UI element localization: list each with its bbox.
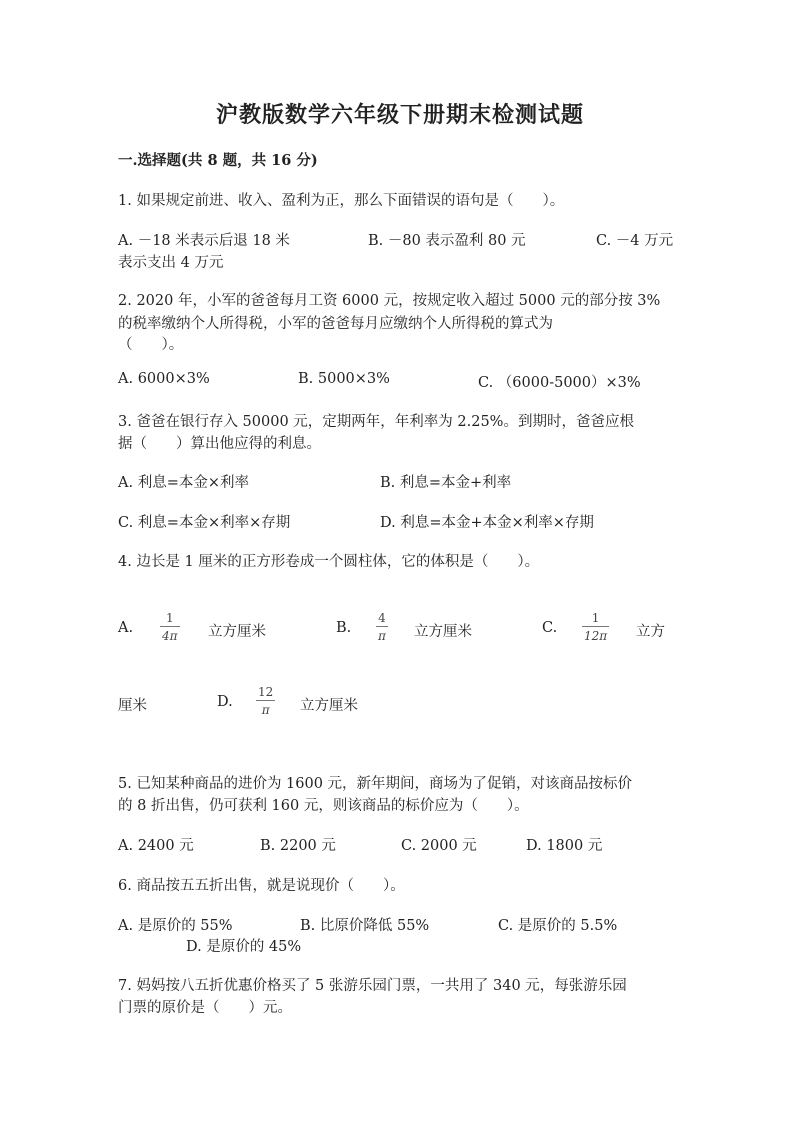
question-4-option-b-label: B. (336, 620, 352, 636)
question-5-option-c: C. 2000 元 (401, 838, 477, 854)
question-2-option-b: B. 5000×3% (298, 371, 390, 387)
question-7-stem-line-1: 7. 妈妈按八五折优惠价格买了 5 张游乐园门票，一共用了 340 元，每张游乐园 (118, 978, 627, 994)
question-2-stem-line-2: 的税率缴纳个人所得税，小军的爸爸每月应缴纳个人所得税的算式为 (118, 316, 553, 332)
question-6-stem: 6. 商品按五五折出售，就是说现价（ ）。 (118, 878, 405, 894)
question-1-option-b: B. －80 表示盈利 80 元 (368, 233, 526, 249)
fraction-numerator: 1 (591, 611, 600, 625)
fraction-denominator: 12π (584, 629, 608, 643)
question-4-option-b-unit: 立方厘米 (414, 624, 472, 640)
question-4-option-d-fraction (256, 686, 275, 716)
question-4-option-a-fraction (160, 612, 180, 642)
question-4-option-a-label: A. (118, 620, 134, 636)
fraction-denominator: 4π (162, 629, 178, 643)
fraction-numerator: 4 (378, 611, 386, 625)
fraction-denominator: π (378, 629, 386, 643)
fraction-numerator: 12 (258, 685, 274, 699)
question-4-option-c-label: C. (542, 620, 558, 636)
question-1-option-a: A. －18 米表示后退 18 米 (118, 233, 290, 249)
question-6-option-c: C. 是原价的 5.5% (498, 918, 618, 934)
question-6-option-a: A. 是原价的 55% (118, 918, 233, 934)
question-3-option-a: A. 利息=本金×利率 (118, 475, 249, 491)
question-3-stem-line-2: 据（ ）算出他应得的利息。 (118, 436, 321, 452)
question-5-option-d: D. 1800 元 (526, 838, 603, 854)
question-1-option-c: C. －4 万元 (596, 233, 674, 249)
page-title: 沪教版数学六年级下册期末检测试题 (215, 102, 584, 128)
question-6-option-b: B. 比原价降低 55% (300, 918, 430, 934)
question-4-option-b-fraction (376, 612, 388, 642)
question-4-option-d-label: D. (217, 694, 233, 710)
fraction-numerator: 1 (165, 611, 174, 625)
question-1-stem: 1. 如果规定前进、收入、盈利为正，那么下面错误的语句是（ ）。 (118, 193, 565, 209)
question-4-option-d-unit: 立方厘米 (300, 698, 358, 714)
question-5-option-b: B. 2200 元 (260, 838, 336, 854)
question-2-option-c: C. （6000-5000）×3% (478, 375, 641, 391)
question-7-stem-line-2: 门票的原价是（ ）元。 (118, 1000, 292, 1016)
question-3-option-d: D. 利息=本金+本金×利率×存期 (380, 515, 594, 531)
question-3-stem-line-1: 3. 爸爸在银行存入 50000 元，定期两年，年利率为 2.25%。到期时，爸爸应根 (118, 414, 634, 430)
question-4-option-a-unit: 立方厘米 (208, 624, 266, 640)
fraction-denominator: π (261, 703, 270, 717)
question-1-option-c-continued: 表示支出 4 万元 (118, 255, 224, 271)
question-4-option-c-unit: 立方 (636, 624, 665, 640)
question-4-option-c-fraction (582, 612, 609, 642)
question-4-stem: 4. 边长是 1 厘米的正方形卷成一个圆柱体，它的体积是（ ）。 (118, 554, 540, 570)
question-6-option-d: D. 是原价的 45% (186, 939, 302, 955)
section-heading: 一.选择题(共 8 题，共 16 分) (118, 152, 318, 169)
question-2-stem-line-3: （ ）。 (118, 337, 184, 353)
question-5-stem-line-1: 5. 已知某种商品的进价为 1600 元，新年期间，商场为了促销，对该商品按标价 (118, 776, 633, 792)
question-3-option-b: B. 利息=本金+利率 (380, 475, 512, 491)
question-2-option-a: A. 6000×3% (118, 371, 210, 387)
question-4-option-c-unit-continued: 厘米 (118, 698, 147, 714)
question-2-stem-line-1: 2. 2020 年，小军的爸爸每月工资 6000 元，按规定收入超过 5000 元的部分按 3% (118, 293, 661, 309)
question-5-option-a: A. 2400 元 (118, 838, 194, 854)
question-3-option-c: C. 利息=本金×利率×存期 (118, 515, 291, 531)
question-5-stem-line-2: 的 8 折出售，仍可获利 160 元，则该商品的标价应为（ ）。 (118, 798, 529, 814)
